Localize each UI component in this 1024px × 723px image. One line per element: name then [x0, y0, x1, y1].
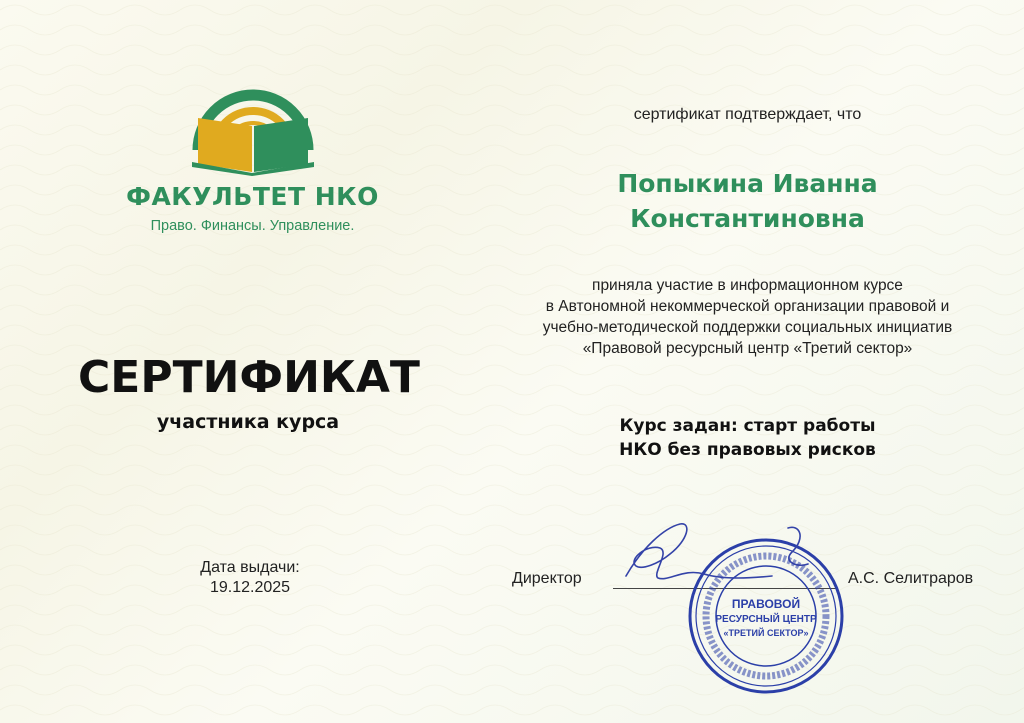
description-line: в Автономной некоммерческой организации правовой и [545, 298, 950, 315]
issue-date-value: 19.12.2025 [209, 579, 291, 596]
recipient-name-line2: Константиновна [630, 204, 865, 233]
description-line: приняла участие в информационном курсе [592, 277, 903, 294]
logo-subtitle: Право. Финансы. Управление. [150, 218, 355, 234]
logo-title: ФАКУЛЬТЕТ НКО [126, 182, 379, 211]
description-line: «Правовой ресурсный центр «Третий сектор» [582, 340, 913, 357]
recipient-name [490, 166, 1005, 236]
confirm-text: сертификат подтверждает, что [633, 106, 862, 123]
book-rainbow-icon [192, 78, 314, 176]
stamp-line: ПРАВОВОЙ [731, 597, 801, 611]
course-title-line2: НКО без правовых рисков [619, 440, 876, 460]
logo [110, 78, 395, 238]
stamp-line: РЕСУРСНЫЙ ЦЕНТР [715, 614, 817, 625]
issue-date-block [150, 558, 350, 598]
director-name: А.С. Селитраров [848, 570, 974, 587]
stamp-line: «ТРЕТИЙ СЕКТОР» [723, 628, 809, 638]
course-title [490, 414, 1005, 462]
course-title-line1: Курс задан: старт работы [619, 416, 876, 436]
certificate-subtitle: участника курса [156, 411, 340, 433]
recipient-name-line1: Попыкина Иванна [617, 169, 878, 198]
issue-date-label: Дата выдачи: [200, 559, 300, 576]
certificate-title: СЕРТИФИКАТ [78, 352, 420, 403]
director-label: Директор [512, 570, 582, 587]
description-line: учебно-методической поддержки социальных инициатив [542, 319, 953, 336]
director-signature [612, 518, 812, 598]
description [490, 275, 1005, 359]
